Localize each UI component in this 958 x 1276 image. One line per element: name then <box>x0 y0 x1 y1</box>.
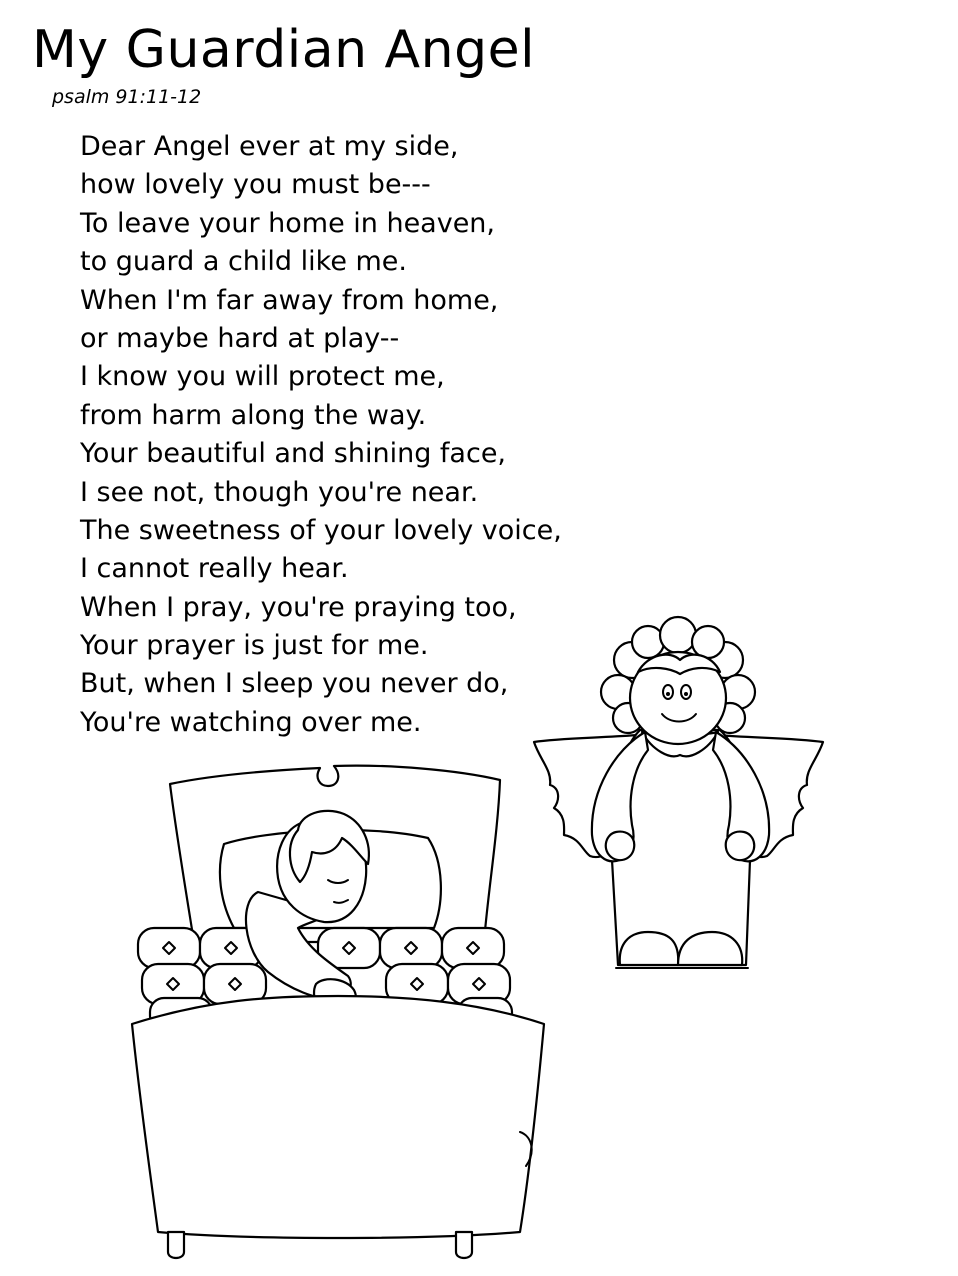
poem-line: I know you will protect me, <box>80 361 445 393</box>
poem-line: Your prayer is just for me. <box>80 630 429 662</box>
poem <box>80 128 562 742</box>
poem-line: You're watching over me. <box>80 706 422 738</box>
page-title: My Guardian Angel <box>32 20 536 80</box>
sleeping-child-in-bed-illustration <box>128 752 558 1264</box>
poem-line: When I pray, you're praying too, <box>80 591 517 623</box>
poem-line: from harm along the way. <box>80 399 427 431</box>
footboard <box>132 996 544 1238</box>
bed-leg-left <box>168 1232 184 1258</box>
poem-line: Your beautiful and shining face, <box>80 438 507 470</box>
angel-left-hand <box>606 832 635 861</box>
scripture-reference: psalm 91:11-12 <box>52 86 202 108</box>
angel-head <box>601 617 755 744</box>
angel-illustration <box>520 620 840 980</box>
angel-right-hand <box>726 832 755 861</box>
poem-line: I see not, though you're near. <box>80 476 479 508</box>
poem-line: or maybe hard at play-- <box>80 322 400 354</box>
poem-line: To leave your home in heaven, <box>80 207 496 239</box>
poem-line: I cannot really hear. <box>80 553 349 585</box>
poem-line: When I'm far away from home, <box>80 284 499 316</box>
poem-line: how lovely you must be--- <box>80 169 431 201</box>
poem-line: The sweetness of your lovely voice, <box>80 514 562 546</box>
poem-line: to guard a child like me. <box>80 246 408 278</box>
poem-line: Dear Angel ever at my side, <box>80 131 459 162</box>
poem-line: But, when I sleep you never do, <box>80 668 509 700</box>
angel-foot-left <box>620 932 678 965</box>
bed-leg-right <box>456 1232 472 1258</box>
